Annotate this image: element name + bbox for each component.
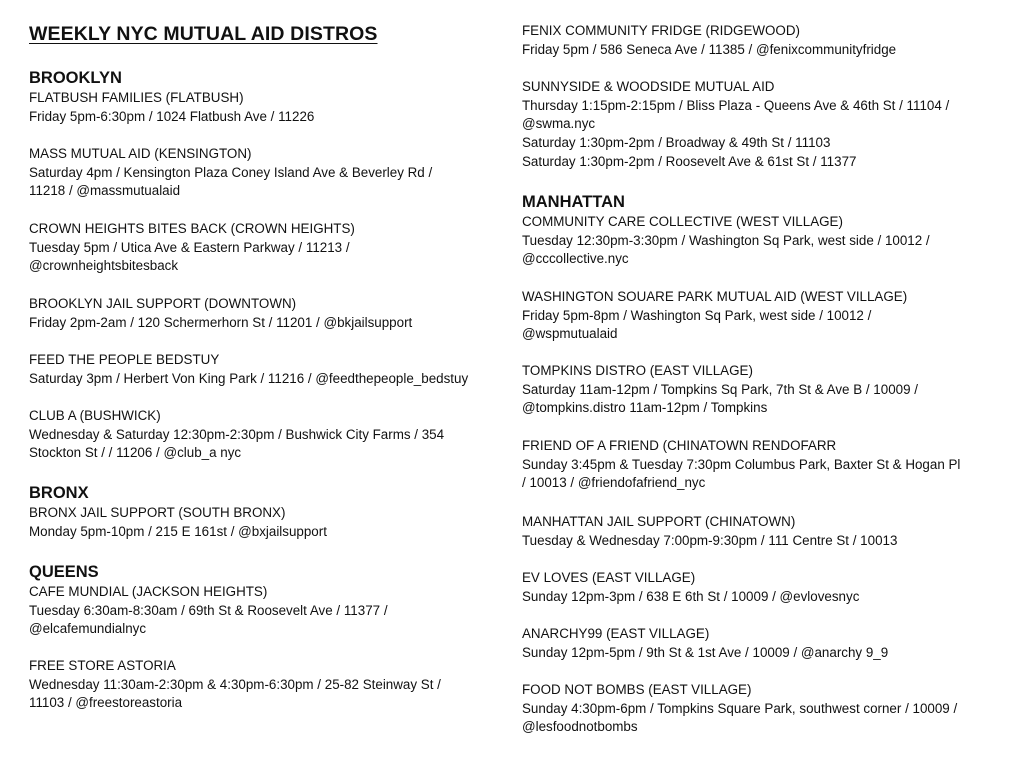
distro-details: Saturday 4pm / Kensington Plaza Coney Island Ave & Beverley Rd / (29, 164, 433, 180)
list-item (522, 437, 994, 493)
list-item (29, 657, 499, 713)
distro-details: @elcafemundialnyc (29, 621, 147, 637)
list-item (29, 504, 499, 541)
distro-name: FOOD NOT BOMBS (EAST VILLAGE) (522, 682, 752, 697)
borough-heading: BROOKLYN (29, 69, 122, 87)
distro-details: Sunday 3:45pm & Tuesday 7:30pm Columbus Park, Baxter St & Hogan Pl (522, 456, 961, 472)
list-item (522, 78, 994, 172)
distro-details: Saturday 1:30pm-2pm / Roosevelt Ave & 61st St / 11377 (522, 153, 857, 169)
distro-details: @tompkins.distro 11am-12pm / Tompkins (522, 400, 768, 416)
borough-heading-brooklyn (29, 68, 499, 88)
distro-details: @cccollective.nyc (522, 251, 629, 267)
distro-details: Thursday 1:15pm-2:15pm / Bliss Plaza - Queens Ave & 46th St / 11104 / (522, 97, 950, 113)
distro-name: FRIEND OF A FRIEND (CHINATOWN RENDOFARR (522, 438, 837, 453)
distro-name: TOMPKINS DISTRO (EAST VILLAGE) (522, 363, 753, 378)
distro-details: Friday 5pm-8pm / Washington Sq Park, west side / 10012 / (522, 307, 872, 323)
borough-heading: QUEENS (29, 563, 99, 581)
distro-name: COMMUNITY CARE COLLECTIVE (WEST VILLAGE) (522, 214, 843, 229)
list-item (29, 407, 499, 463)
list-item (522, 681, 994, 737)
list-item (522, 513, 994, 550)
distro-details: Tuesday 12:30pm-3:30pm / Washington Sq Park, west side / 10012 / (522, 232, 930, 248)
distro-name: BRONX JAIL SUPPORT (SOUTH BRONX) (29, 505, 286, 520)
distro-name: FLATBUSH FAMILIES (FLATBUSH) (29, 90, 244, 105)
distro-name: CLUB A (BUSHWICK) (29, 408, 161, 423)
distro-details: Sunday 4:30pm-6pm / Tompkins Square Park, southwest corner / 10009 / (522, 700, 958, 716)
distro-details: 11103 / @freestoreastoria (29, 695, 183, 711)
page-title: WEEKLY NYC MUTUAL AID DISTROS (29, 23, 378, 45)
borough-heading: MANHATTAN (522, 193, 625, 211)
distro-name: EV LOVES (EAST VILLAGE) (522, 570, 696, 585)
distro-details: 11218 / @massmutualaid (29, 183, 181, 199)
distro-details: Tuesday & Wednesday 7:00pm-9:30pm / 111 Centre St / 10013 (522, 532, 898, 548)
distro-details: @crownheightsbitesback (29, 258, 179, 274)
distro-name: ANARCHY99 (EAST VILLAGE) (522, 626, 710, 641)
distro-details: Tuesday 5pm / Utica Ave & Eastern Parkway / 11213 / (29, 239, 350, 255)
distro-details: @lesfoodnotbombs (522, 719, 638, 735)
borough-heading-manhattan (522, 192, 994, 212)
borough-heading-queens (29, 562, 499, 582)
borough-heading-bronx (29, 483, 499, 503)
distro-name: BROOKLYN JAIL SUPPORT (DOWNTOWN) (29, 296, 297, 311)
list-item (29, 145, 499, 201)
distro-details: Monday 5pm-10pm / 215 E 161st / @bxjailsupport (29, 523, 327, 539)
distro-details: Tuesday 6:30am-8:30am / 69th St & Roosevelt Ave / 11377 / (29, 602, 388, 618)
list-item (522, 625, 994, 662)
distro-details: Friday 5pm-6:30pm / 1024 Flatbush Ave / 11226 (29, 108, 315, 124)
list-item (29, 351, 499, 388)
distro-details: Friday 5pm / 586 Seneca Ave / 11385 / @fenixcommunityfridge (522, 41, 897, 57)
distro-details: / 10013 / @friendofafriend_nyc (522, 475, 706, 491)
list-item (522, 362, 994, 418)
distro-details: Stockton St / / 11206 / @club_a nyc (29, 445, 242, 461)
list-item (522, 22, 994, 59)
distro-details: Saturday 11am-12pm / Tompkins Sq Park, 7th St & Ave B / 10009 / (522, 381, 918, 397)
list-item (522, 288, 994, 344)
distro-details: @swma.nyc (522, 116, 596, 132)
borough-heading: BRONX (29, 484, 89, 502)
distro-name: CAFE MUNDIAL (JACKSON HEIGHTS) (29, 584, 268, 599)
distro-name: WASHINGTON SOUARE PARK MUTUAL AID (WEST VILLAGE) (522, 289, 908, 304)
list-item (522, 213, 994, 269)
distro-name: MASS MUTUAL AID (KENSINGTON) (29, 146, 252, 161)
list-item (29, 220, 499, 276)
distro-details: Saturday 3pm / Herbert Von King Park / 11216 / @feedthepeople_bedstuy (29, 370, 469, 386)
distro-details: @wspmutualaid (522, 326, 618, 342)
list-item (29, 295, 499, 332)
distro-details: Sunday 12pm-3pm / 638 E 6th St / 10009 / @evlovesnyc (522, 588, 860, 604)
list-item (29, 89, 499, 126)
distro-name: SUNNYSIDE & WOODSIDE MUTUAL AID (522, 79, 775, 94)
list-item (522, 569, 994, 606)
list-item (29, 583, 499, 639)
distro-name: CROWN HEIGHTS BITES BACK (CROWN HEIGHTS) (29, 221, 355, 236)
distro-details: Wednesday & Saturday 12:30pm-2:30pm / Bushwick City Farms / 354 (29, 426, 445, 442)
distro-details: Wednesday 11:30am-2:30pm & 4:30pm-6:30pm / 25-82 Steinway St / (29, 676, 441, 692)
distro-details: Sunday 12pm-5pm / 9th St & 1st Ave / 10009 / @anarchy 9_9 (522, 644, 889, 660)
distro-name: FEED THE PEOPLE BEDSTUY (29, 352, 220, 367)
distro-details: Saturday 1:30pm-2pm / Broadway & 49th St / 11103 (522, 135, 831, 151)
distro-details: Friday 2pm-2am / 120 Schermerhorn St / 11201 / @bkjailsupport (29, 314, 413, 330)
distro-name: MANHATTAN JAIL SUPPORT (CHINATOWN) (522, 514, 796, 529)
distro-name: FREE STORE ASTORIA (29, 658, 176, 673)
distro-name: FENIX COMMUNITY FRIDGE (RIDGEWOOD) (522, 23, 800, 38)
